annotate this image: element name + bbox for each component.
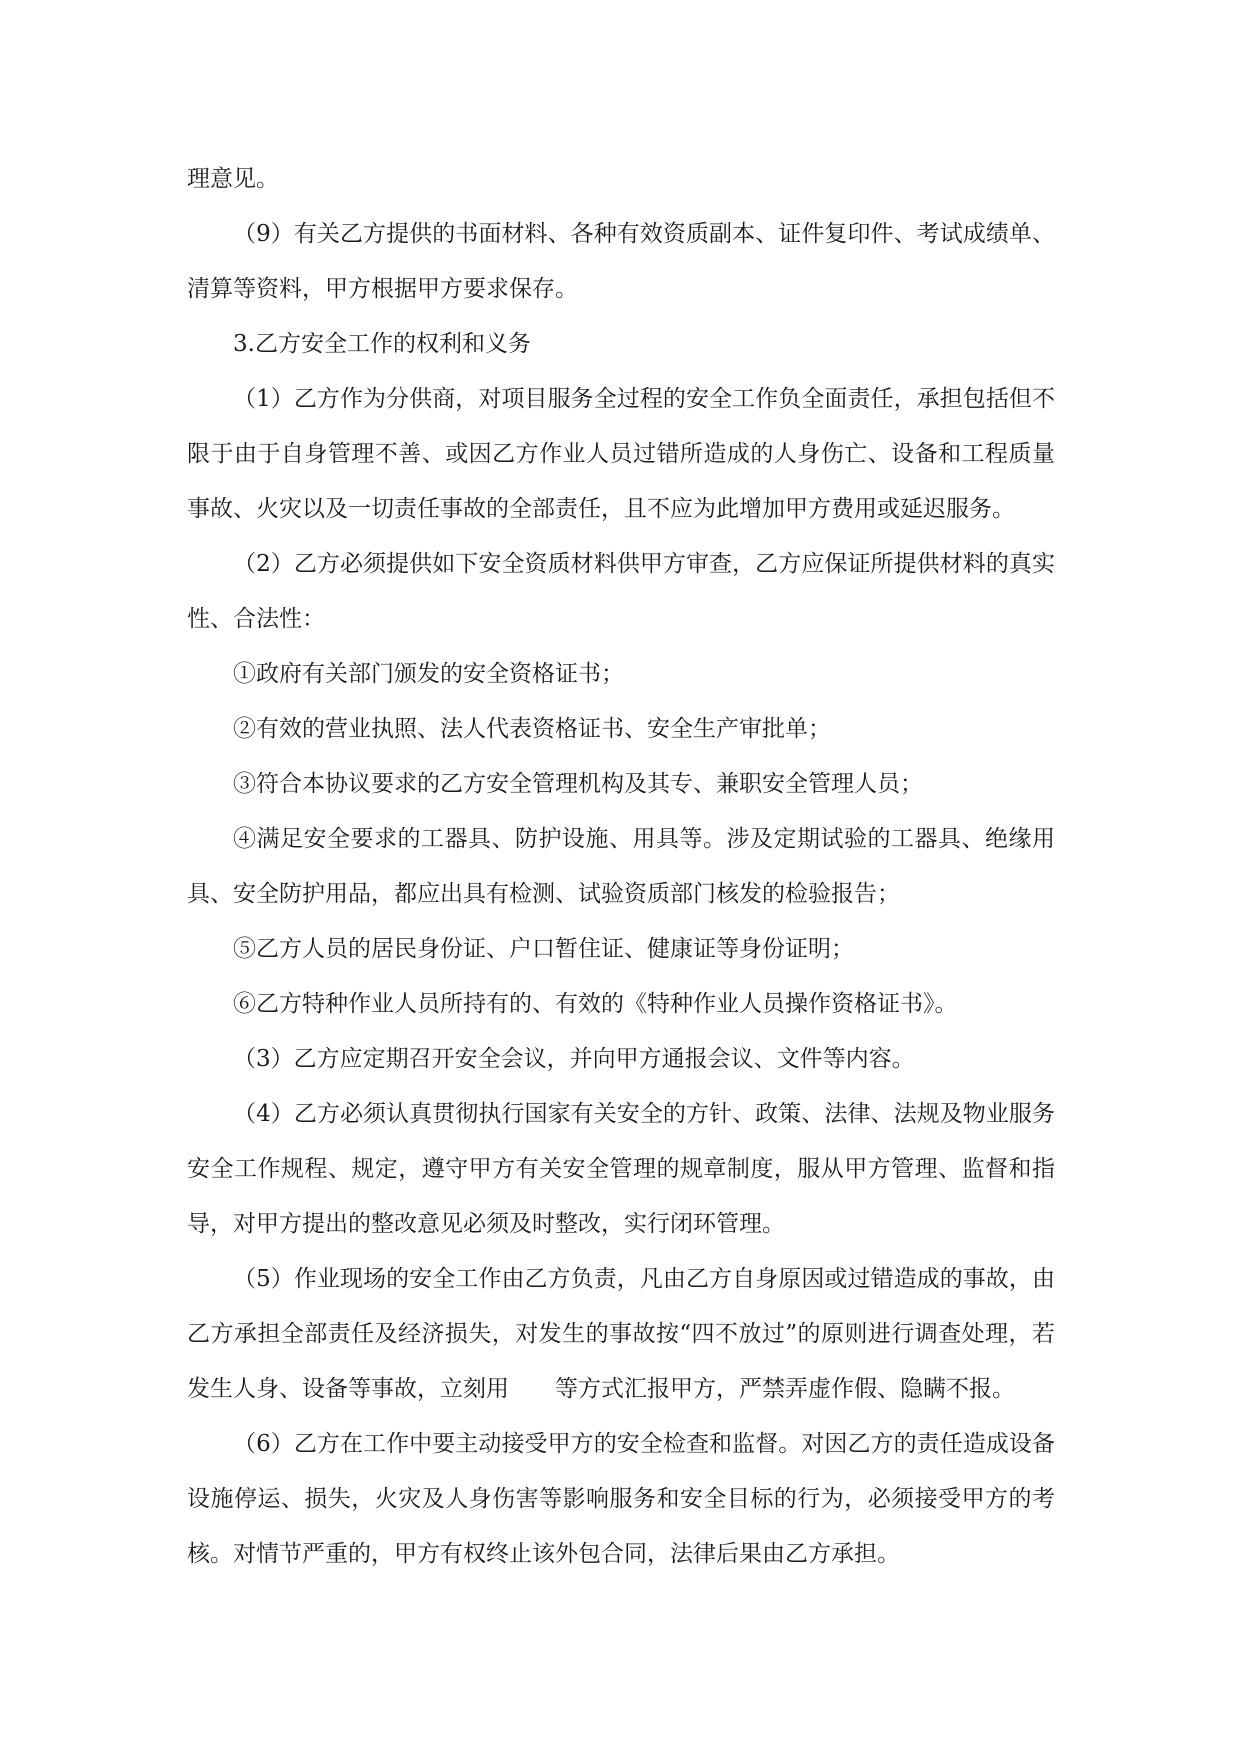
list-item-circled-2: ②有效的营业执照、法人代表资格证书、安全生产审批单； xyxy=(233,716,831,742)
paragraph-item-5: （5）作业现场的安全工作由乙方负责，凡由乙方自身原因或过错造成的事故，由乙方承担全部责任及经济损失，对发生的事故按“四不放过”的原则进行调查处理，若发生人身、设备等事故，立刻用 等方式汇报甲方，严禁弄虚作假、隐瞒不报。 xyxy=(187,1266,1055,1402)
list-item-circled-5: ⑤乙方人员的居民身份证、户口暂住证、健康证等身份证明； xyxy=(233,936,854,962)
paragraph-continuation: 理意见。 xyxy=(187,166,279,192)
document-body xyxy=(187,152,1055,1582)
paragraph-item-4: （4）乙方必须认真贯彻执行国家有关安全的方针、政策、法律、法规及物业服务安全工作规程、规定，遵守甲方有关安全管理的规章制度，服从甲方管理、监督和指导，对甲方提出的整改意见必须及时整改，实行闭环管理。 xyxy=(187,1101,1055,1237)
list-item-circled-3: ③符合本协议要求的乙方安全管理机构及其专、兼职安全管理人员； xyxy=(233,771,923,797)
paragraph-item-1: （1）乙方作为分供商，对项目服务全过程的安全工作负全面责任，承担包括但不限于由于自身管理不善、或因乙方作业人员过错所造成的人身伤亡、设备和工程质量事故、火灾以及一切责任事故的全部责任，且不应为此增加甲方费用或延迟服务。 xyxy=(187,386,1055,522)
list-item-circled-6: ⑥乙方特种作业人员所持有的、有效的《特种作业人员操作资格证书》。 xyxy=(233,991,958,1017)
list-item-circled-1: ①政府有关部门颁发的安全资格证书； xyxy=(233,661,624,687)
list-item-circled-4: ④满足安全要求的工器具、防护设施、用具等。涉及定期试验的工器具、绝缘用具、安全防护用品，都应出具有检测、试验资质部门核发的检验报告； xyxy=(187,826,1055,907)
paragraph-item-9: （9）有关乙方提供的书面材料、各种有效资质副本、证件复印件、考试成绩单、清算等资料，甲方根据甲方要求保存。 xyxy=(187,221,1055,302)
paragraph-item-2: （2）乙方必须提供如下安全资质材料供甲方审查，乙方应保证所提供材料的真实性、合法性： xyxy=(187,551,1055,632)
paragraph-item-3: （3）乙方应定期召开安全会议，并向甲方通报会议、文件等内容。 xyxy=(233,1046,915,1072)
paragraph-item-6: （6）乙方在工作中要主动接受甲方的安全检查和监督。对因乙方的责任造成设备设施停运、损失，火灾及人身伤害等影响服务和安全目标的行为，必须接受甲方的考核。对情节严重的，甲方有权终止该外包合同，法律后果由乙方承担。 xyxy=(187,1431,1055,1567)
section-heading-3: 3.乙方安全工作的权利和义务 xyxy=(233,331,531,357)
